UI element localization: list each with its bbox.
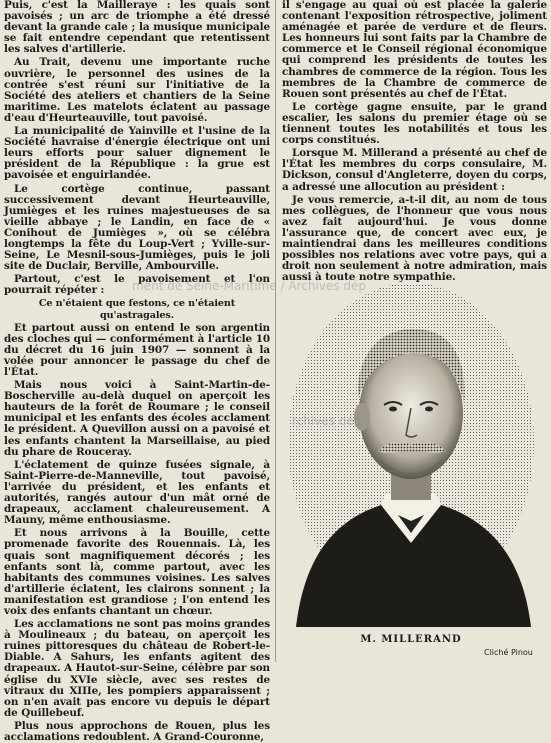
column-divider xyxy=(275,0,276,662)
article-paragraph: Lorsque M. Millerand a présenté au chef de l'État les membres du corps consulaire, M. Dickson, consul d'Angleterre, doyen du corps, a adressé une allocution au président : xyxy=(282,147,547,193)
article-paragraph: Au Trait, devenu une importante ruche ouvrière, le personnel des usines de la contrée s'est réuni sur l'initiative de la Société des ateliers et chantiers de la Seine maritime. Les matelots éclatent au passage d'eau d'Heurteauville, tout pavoisé. xyxy=(4,56,270,124)
article-paragraph: L'éclatement de quinze fusées signale, à Saint-Pierre-de-Manneville, tout pavoisé, l'arrivée du président, et les enfants et autorités, rangés autour d'un mât orné de drapeaux, acclament chaleureusement. A Mauny, même enthousiasme. xyxy=(4,458,270,527)
article-paragraph: Puis, c'est la Mailleraye : les quais sont pavoisés ; un arc de triomphe a été dressé devant la grande cale ; la musique municipale se fait entendre cependant que retentissent les salves d'artillerie. xyxy=(4,0,270,56)
article-paragraph: il s'engage au quai où est placée la galerie contenant l'exposition rétrospective, joliment aménagée et parée de verdure et de fleurs. Les honneurs lui sont faits par la Chambre de commerce et le Conseil régional économique qui comprend les présidents de toutes les chambres de commerce de la région. Tous les membres de la Chambre de commerce de Rouen sont présentés au chef de l'État. xyxy=(282,0,547,100)
portrait-engraving xyxy=(286,293,536,627)
article-paragraph: La municipalité de Yainville et l'usine de la Société havraise d'énergie électrique ont uni leurs efforts pour saluer dignement le président de la République : la grue est pavoisée et enguirlandée. xyxy=(4,125,270,182)
article-paragraph: Plus nous approchons de Rouen, plus les acclamations redoublent. A Grand-Couronne, xyxy=(4,719,270,743)
article-paragraph: Mais nous voici à Saint-Martin-de-Boscherville au-delà duquel on aperçoit les hauteurs de la forêt de Roumare ; le conseil municipal et les enfants des écoles acclament le président. A Quevillon aussi on a pavoisé et les enfants chantent la Marseillaise, au pied du phare de Rouceray. xyxy=(4,379,270,458)
archive-watermark-2: rchives dép xyxy=(292,414,362,428)
portrait-caption: M. MILLERAND xyxy=(360,634,462,645)
article-paragraph: Je vous remercie, a-t-il dit, au nom de tous mes collègues, de l'honneur que vous nous avez fait aujourd'hui. Je vous donne l'assurance que, de concert avec eux, je maintiendrai dans les meilleures conditions possibles nos relations avec votre pays, qui a droit non seulement à notre admiration, mais aussi à toute notre sympathie. xyxy=(282,193,547,284)
article-paragraph: Et partout aussi on entend le son argentin des cloches qui — conformément à l'article 10 du décret du 16 juin 1907 — sonnent à la volée pour annoncer le passage du chef de l'État. xyxy=(4,321,270,378)
left-column xyxy=(4,0,270,743)
article-paragraph: Partout, c'est le pavoisement et l'on pourrait répéter : xyxy=(4,273,270,297)
photo-credit: Cliché Pinou xyxy=(484,648,533,657)
article-paragraph: Et nous arrivons à la Bouille, cette promenade favorite des Rouennais. Là, les quais sont magnifiquement décorés ; les enfants sont là, comme partout, avec les habitants des communes voisines. Les salves d'artillerie éclatent, les clairons sonnent ; la manifestation est grandiose ; l'on entend les voix des enfants chantant un chœur. xyxy=(4,527,270,617)
article-paragraph: Le cortège continue, passant successivement devant Heurteauville, Jumièges et les ruines majestueuses de sa vieille abbaye ; le Landin, en face de « Conihout de Jumièges », où se célébra longtemps la fête du Loup-Vert ; Yville-sur-Seine, Le Mesnil-sous-Jumièges, puis le joli site de Duclair, Berville, Ambourville. xyxy=(4,182,270,273)
article-paragraph: Ce n'étaient que festons, ce n'étaient qu'astragales. xyxy=(38,298,236,321)
article-paragraph: Les acclamations ne sont pas moins grandes à Moulineaux ; du bateau, on aperçoit les ruines pittoresques du château de Robert-le-Diable. A Sahurs, les enfants agitent des drapeaux. A Hautot-sur-Seine, célèbre par son église du XVIe siècle, avec ses restes de vitraux du XIIIe, les pompiers apparaissent ; on n'en avait pas encore vu depuis le départ de Quillebeuf. xyxy=(4,618,270,719)
article-paragraph: Le cortège gagne ensuite, par le grand escalier, les salons du premier étage où se tiennent toutes les notabilités et tous les corps constitués. xyxy=(282,100,547,147)
archive-watermark: ment de Seine-Maritime / Archives dép xyxy=(132,279,367,293)
